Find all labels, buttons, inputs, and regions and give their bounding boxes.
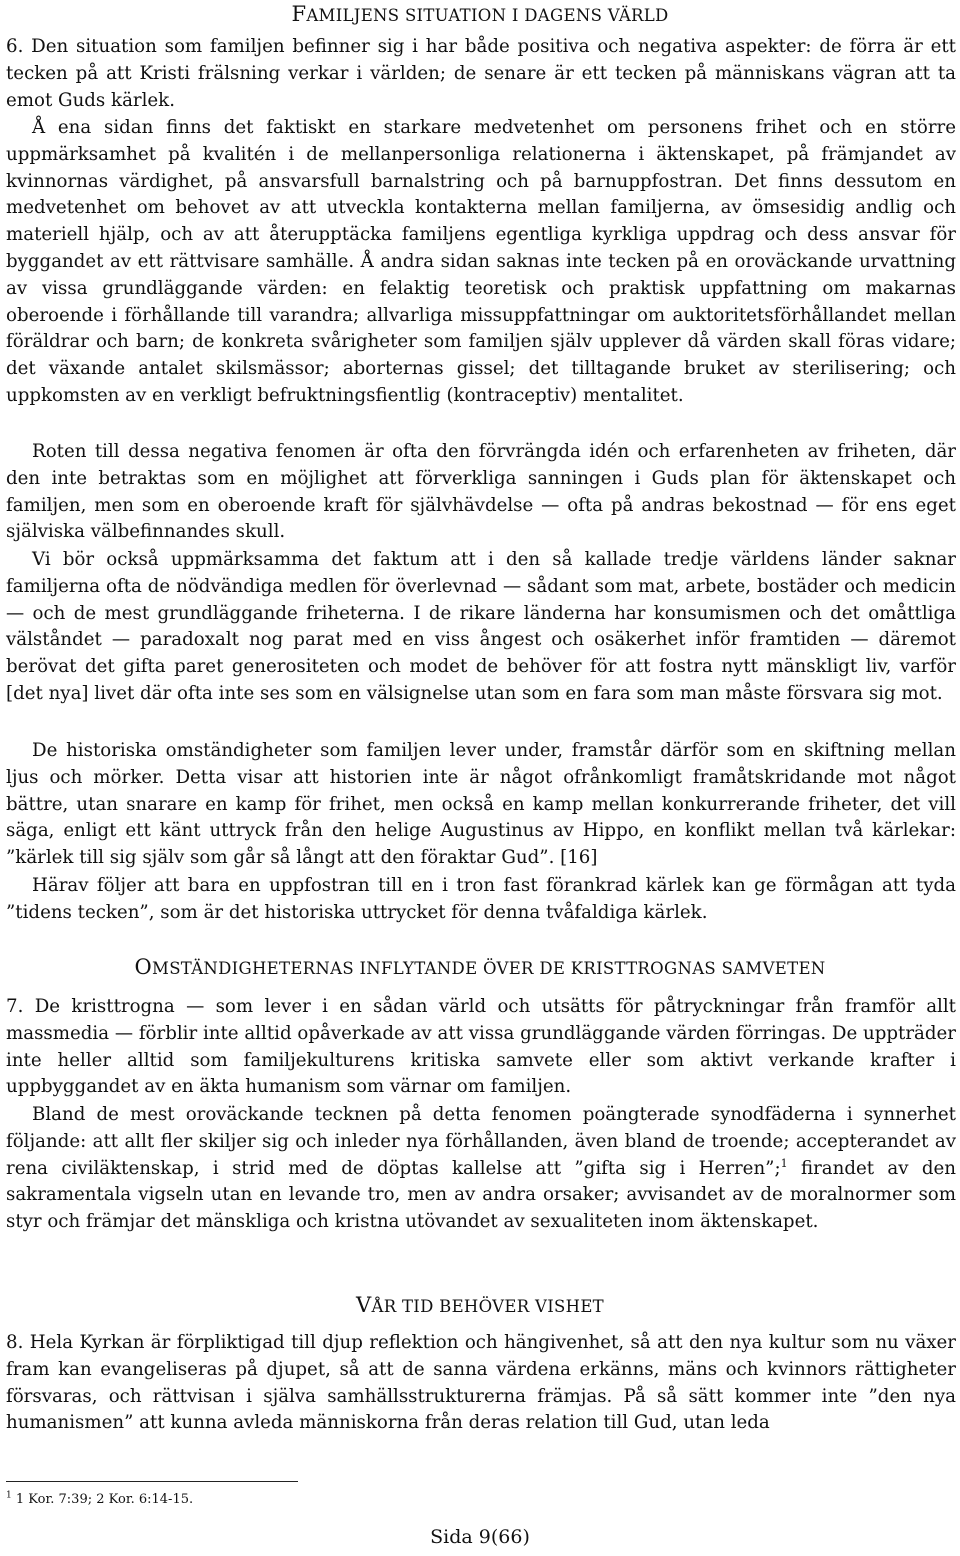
section-heading-family-situation xyxy=(0,2,960,26)
paragraph-6-upbringing: Härav följer att bara en uppfostran till en i tron fast förankrad kärlek kan ge förmågan att tyda ”tidens tecken”, som är det historiska uttrycket för denna tvåfaldiga kärlek. xyxy=(6,875,956,923)
paragraph-7: 7. De kristtrogna — som lever i en sådan värld och utsätts för påtryckningar från framför allt massmedia — förblir inte alltid opåverkade av att vissa grundläggande värden förringas. De uppträder inte heller alltid som familjekulturens kritiska samvete eller som aktivt verkande krafter i uppbyggandet av en äkta humanism som värnar om familjen. xyxy=(6,996,956,1098)
heading-initial: V xyxy=(356,1293,372,1317)
heading-initial: F xyxy=(291,2,307,26)
section-heading-circumstances xyxy=(0,955,960,979)
footnote-reference: 1 xyxy=(780,1156,788,1170)
paragraph-6: 6. Den situation som familjen befinner sig i har både positiva och negativa aspekter: de förra är ett tecken på att Kristi frälsning verkar i världen; de senare är ett tecken på människans vägran att ta emot Guds kärlek. xyxy=(6,36,956,111)
footnote-text: 1 Kor. 7:39; 2 Kor. 6:14-15. xyxy=(15,1492,194,1507)
page-number: Sida 9(66) xyxy=(430,1526,530,1548)
paragraph-7-signs-continued: firandet av den sakramentala vigseln utan en levande tro, men av andra orsaker; avvisandet av de moralnormer som styr och främjar det mänskliga och kristna utövandet av sexualiteten inom äktenskapet. xyxy=(6,1157,956,1233)
heading-rest: ÅR TID BEHÖVER VISHET xyxy=(371,1297,604,1316)
section-heading-wisdom xyxy=(0,1293,960,1317)
footnote-divider xyxy=(6,1481,298,1482)
paragraph-7-signs-text: Bland de mest oroväckande tecknen på detta fenomen poängterade synodfäderna i synnerhet följande: att allt fler skiljer sig och inleder nya förhållanden, även bland de troende; accepterandet av rena civiläktenskap, i strid med de döptas kallelse att ”gifta sig i Herren”; xyxy=(6,1104,956,1179)
heading-rest: AMILJENS SITUATION I DAGENS VÄRLD xyxy=(306,6,669,25)
paragraph-6-third-world: Vi bör också uppmärksamma det faktum att i den så kallade tredje världens länder saknar familjerna ofta de nödvändiga medlen för överlevnad — sådant som mat, arbete, bostäder och medicin — och de mest grundläggande friheterna. I de rikare länderna har konsumismen och det omåttliga välståndet — paradoxalt nog parat med en viss ångest och osäkerhet inför framtiden — däremot berövat det gifta paret generositeten och modet de behöver för att fostra nytt mänskligt liv, varför [det nya] livet där ofta inte ses som en välsignelse utan som en fara som man måste försvara sig mot. xyxy=(6,549,956,704)
paragraph-6-root-of-freedom: Roten till dessa negativa fenomen är ofta den förvrängda idén och erfarenheten av friheten, där den inte betraktas som en möjlighet att förverkliga sanningen i Guds plan för äktenskapet och familjen, men som en oberoende kraft för självhävdelse — ofta på andras bekostnad — för ens eget själviska välbefinnandes skull. xyxy=(6,441,956,543)
paragraph-6-positive-negative: Å ena sidan finns det faktiskt en starkare medvetenhet om personens frihet och en större uppmärksamhet på kvalitén i de mellanpersonliga relationerna i äktenskapet, på främjandet av kvinnornas värdighet, på ansvarsfull barnalstring och på barnuppfostran. Det finns dessutom en medvetenhet om behovet av att utveckla kontakterna mellan familjerna, av ömsesidig andlig och materiell hjälp, och av att återupptäcka familjens egentliga kyrkliga uppdrag och dess ansvar för byggandet av ett rättvisare samhälle. Å andra sidan saknas inte tecken på en oroväckande urvattning av vissa grundläggande värden: en felaktig teoretisk och praktisk uppfattning om makarnas oberoende i förhållande till varandra; allvarliga missuppfattningar om auktoritetsförhållandet mellan föräldrar och barn; de konkreta svårigheter som familjen själv upplever då värden skall föras vidare; det växande antalet skilsmässor; aborternas gissel; det tilltagande bruket av sterilisering; och uppkomsten av en verkligt befruktningsfientlig (kontraceptiv) mentalitet. xyxy=(6,117,956,406)
paragraph-8: 8. Hela Kyrkan är förpliktigad till djup reflektion och hängivenhet, så att den nya kultur som nu växer fram kan evangeliseras på djupet, så att de sanna värdena erkänns, mäns och kvinnors rättigheter försvaras, och rättvisan i själva samhällsstrukturerna främjas. På så sätt kommer inte ”den nya humanismen” att kunna avleda människorna från deras relation till Gud, utan leda xyxy=(6,1332,956,1434)
heading-initial: O xyxy=(134,955,152,979)
paragraph-7-signs xyxy=(6,1102,956,1236)
footnote xyxy=(6,1492,193,1508)
heading-rest: MSTÄNDIGHETERNAS INFLYTANDE ÖVER DE KRISTTROGNAS SAMVETEN xyxy=(152,959,826,978)
paragraph-6-historical-circumstances: De historiska omständigheter som familjen lever under, framstår därför som en skiftning mellan ljus och mörker. Detta visar att historien inte är något ofrånkomligt framåtskridande mot något bättre, utan snarare en kamp för frihet, men också en kamp mellan konkurrerande friheter, det vill säga, enligt ett känt uttryck från den helige Augustinus av Hippo, en konflikt mellan två kärlekar: ”kärlek till sig själv som går så långt att den föraktar Gud”. [16] xyxy=(6,740,956,869)
footnote-number: 1 xyxy=(6,1490,12,1501)
